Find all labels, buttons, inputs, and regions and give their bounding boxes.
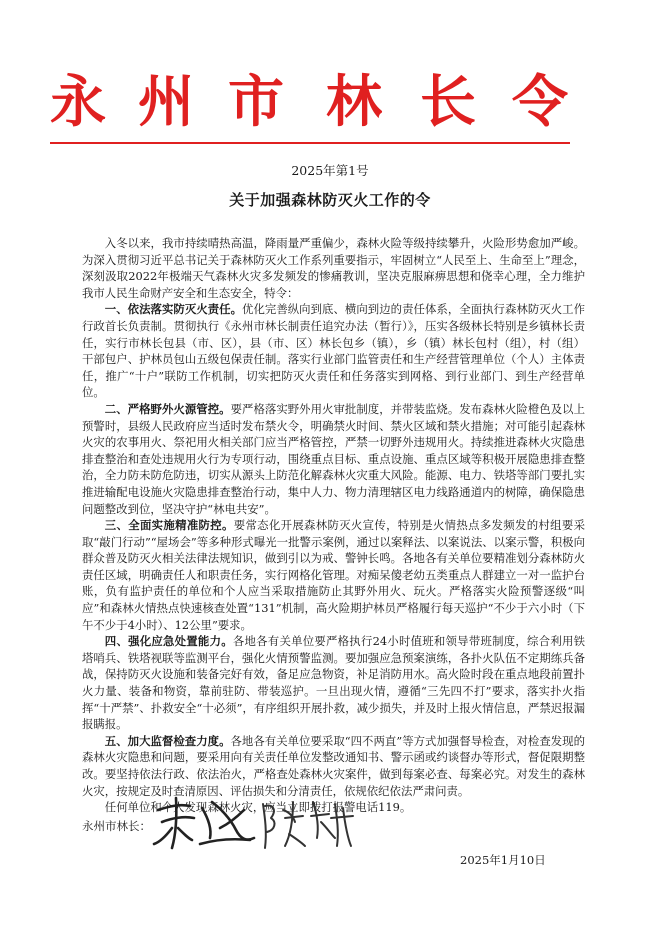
document-number: 2025年第1号	[291, 163, 369, 178]
section-text: 优化完善纵向到底、横向到边的责任体系，全面执行森林防灭火工作行政首长负责制。贯彻执行《永州市林长制责任追究办法（暂行）》，压实各级林长特别是乡镇林长责任，实行市林长包县（市、区），县（市、区）林长包乡（镇），乡（镇）林长包村（组），村（组）干部包户、护林员包山五级包保责任制。落实行业部门监管责任和生产经营管理单位（个人）主体责任，推广“十户”联防工作机制，切实把防灭火责任和任务落实到网格、到行业部门、到生产经营单位。	[82, 302, 585, 400]
masthead-char: 令	[512, 69, 568, 135]
section-paragraph	[82, 517, 585, 633]
section-heading: 一、依法落实防灭火责任。	[104, 302, 243, 317]
section-text: 要严格落实野外用火审批制度，并带装监烧。发布森林火险橙色及以上预警时，县级人民政府应当适时发布禁火令，明确禁火时间、禁火区域和禁火措施；对可能引起森林火灾的农事用火、祭祀用火相关部门应当严格管控，严禁一切野外违规用火。持续推进森林火灾隐患排查整治和查处违规用火行为专项行动，围绕重点目标、重点设施、重点区域等积极开展隐患排查整治，全力防未防危防违，切实从源头上防范化解森林火灾重大风险。能源、电力、铁塔等部门要扎实推进输配电设施火灾隐患排查整治行动，集中人力、物力清理辖区电力线路通道内的树障，确保隐患问题整改到位，坚决守护“林电共安”。	[82, 401, 585, 516]
masthead-char: 永	[50, 69, 106, 135]
masthead-char: 长	[420, 69, 476, 135]
document-title: 关于加强森林防灭火工作的令	[229, 191, 431, 209]
section-heading: 四、强化应急处置能力。	[104, 634, 233, 649]
masthead	[0, 62, 660, 142]
section-paragraph	[82, 301, 585, 401]
section-text: 各地各有关单位要严格执行24小时值班和领导带班制度，综合利用铁塔哨兵、铁塔视联等监测平台，强化火情预警监测。要加强应急预案演练，各扑火队伍不定期练兵备战，保持防灭火设施和装备完好有效，备足应急物资，补足消防用水。高火险时段在重点地段前置扑火力量、装备和物资，靠前驻防、带装巡护。一旦出现火情，遵循“三先四不打”要求，落实扑火指挥“十严禁”、扑救安全“十必须”，有序组织开展扑救，减少损失，并及时上报火情信息，严禁迟报漏报瞒报。	[82, 634, 585, 732]
section-paragraph	[82, 401, 585, 517]
section-heading: 二、严格野外火源管控。	[104, 401, 231, 416]
document-date: 2025年1月10日	[460, 853, 546, 867]
masthead-char: 市	[228, 69, 284, 135]
section-heading: 五、加大监督检查力度。	[104, 733, 231, 748]
handwritten-signature	[150, 788, 260, 858]
section-text: 各地各有关单位要采取“四不两直”等方式加强督导检查，对检查发现的森林火灾隐患和问题，要采用向有关责任单位发整改通知书、警示函或约谈督办等形式，督促限期整改。要坚持依法行政、依法治火，严格查处森林火灾案件，做到每案必查、每案必究。对发生的森林火灾，按规定及时查清原因、评估损失和分清责任，依规依纪依法严肃问责。	[82, 733, 585, 798]
section-heading: 三、全面实施精准防控。	[104, 518, 234, 533]
handwritten-signature	[255, 788, 365, 858]
section-text: 要常态化开展森林防灭火宣传，特别是火情热点多发频发的村组要采取“敲门行动”“屋场会”等多种形式曝光一批警示案例，通过以案释法、以案说法、以案示警，积极向群众普及防灭火相关法律法规知识，做到引以为戒、警钟长鸣。各地各有关单位要精准划分森林防火责任区域，明确责任人和职责任务，实行网格化管理。对痴呆傻老幼五类重点人群建立一对一监护台账，负有监护责任的单位和个人应当采取措施防止其野外用火、玩火。严格落实火险预警逐级“叫应”和森林火情热点快速核查处置“131”机制，高火险期护林员严格履行每天巡护“不少于六小时（下午不少于4小时）、12公里”要求。	[82, 518, 585, 632]
masthead-red-rule	[50, 142, 570, 144]
masthead-char: 州	[138, 69, 194, 135]
closing-paragraph: 任何单位和个人发现森林火灾，应当立即拨打报警电话119。	[104, 800, 412, 815]
section-paragraph	[82, 633, 585, 733]
document-body	[82, 235, 585, 816]
signatory-label: 永州市林长：	[82, 819, 151, 833]
masthead-char: 林	[326, 69, 382, 135]
intro-paragraph: 入冬以来，我市持续晴热高温，降雨量严重偏少，森林火险等级持续攀升，火险形势愈加严峻。为深入贯彻习近平总书记关于森林防灭火工作系列重要指示，牢固树立“人民至上、生命至上”理念，深刻汲取2022年极端天气森林火灾多发频发的惨痛教训，坚决克服麻痹思想和侥幸心理，全力维护我市人民生命财产安全和生态安全，特令：	[82, 236, 585, 300]
